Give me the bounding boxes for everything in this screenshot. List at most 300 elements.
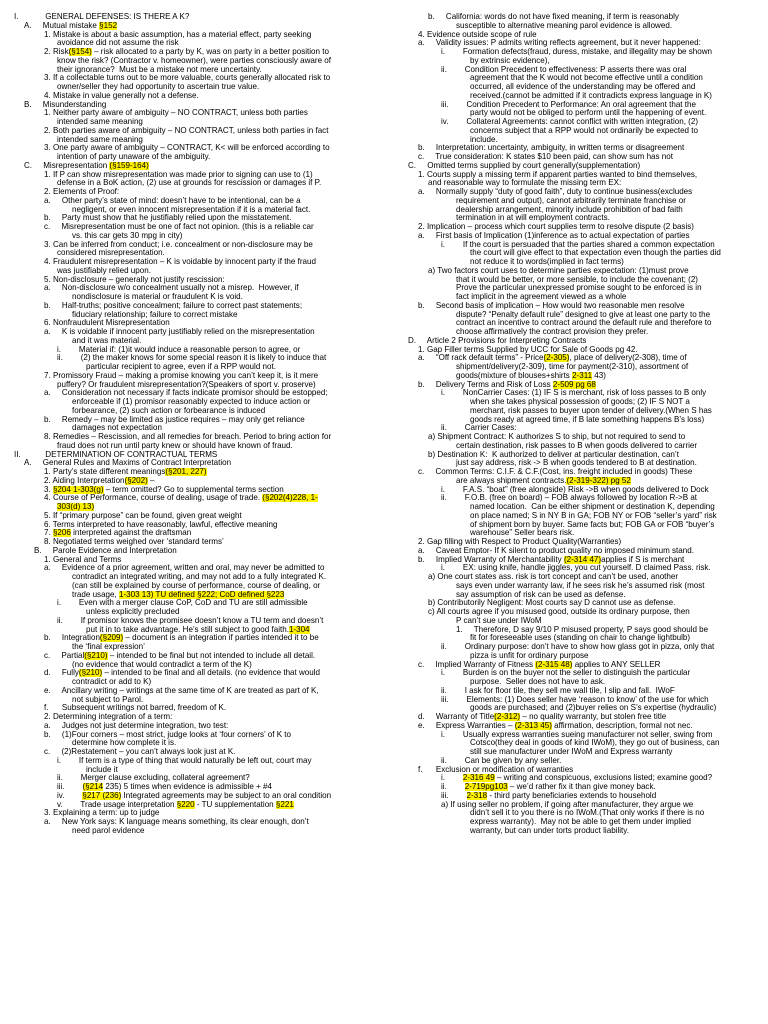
line-text: II. DETERMINATION OF CONTRACTUAL TERMS — [14, 450, 218, 459]
line-text: their ignorance? Must be a mistake not mere uncertainty. — [57, 65, 262, 74]
text-line — [14, 739, 387, 748]
line-text: d. Fully — [44, 669, 79, 678]
line-text: v. Trade usage interpretation — [57, 800, 177, 809]
text-line — [398, 827, 758, 836]
text-line — [14, 232, 387, 241]
text-line — [398, 372, 758, 381]
text-line — [14, 748, 387, 757]
text-line — [14, 293, 387, 302]
text-line — [14, 503, 387, 512]
line-text: 5. If “primary purpose” can be found, given great weight — [44, 511, 242, 520]
highlighted-citation: 2-311 — [572, 371, 593, 380]
text-line — [14, 468, 387, 477]
line-text: Prove the particular unexpressed promise sought to be enforced is in — [456, 284, 702, 293]
line-text: D. Article 2 Provisions for Interpreting Contracts — [408, 336, 587, 345]
line-text: susceptible to alternative meaning parol evidence is allowed. — [456, 21, 673, 30]
line-text: C. Misrepresentation — [24, 161, 110, 170]
line-text: 2. Determining integration of a term: — [44, 713, 173, 721]
text-line — [398, 118, 758, 127]
text-line — [14, 258, 387, 267]
text-line — [14, 144, 387, 153]
text-line — [398, 92, 758, 101]
text-line — [398, 818, 758, 827]
text-line — [14, 101, 387, 110]
line-text: certain destination, risk passes to B when goods delivered to carrier — [456, 441, 698, 450]
text-line — [14, 153, 387, 162]
line-text: 8. Remedies – Rescission, and all remedies for breach. Period to bring action for — [44, 433, 332, 441]
line-text: shipment/delivery(2-309), time for payment(2-310), assortment of — [456, 363, 689, 371]
highlighted-citation: (2-319-322) pg 52 — [566, 476, 631, 485]
text-line — [398, 328, 758, 337]
text-line — [398, 617, 758, 626]
highlighted-citation: 2-509 pg 68 — [552, 380, 596, 389]
text-line — [398, 459, 758, 468]
line-text: I. GENERAL DEFENSES: IS THERE A K? — [14, 13, 190, 21]
text-line — [398, 774, 758, 783]
text-line — [14, 494, 387, 503]
line-text: a) If using seller no problem, if going after manufacturer, they argue we — [441, 800, 694, 809]
text-line — [398, 232, 758, 241]
text-line — [14, 389, 387, 398]
line-text: 8. Negotiated terms weighed over ‘standard terms’ — [44, 538, 224, 546]
line-text: 1. Neither party aware of ambiguity – NO CONTRACT, unless both parties — [44, 109, 308, 118]
line-text: 4. Fraudulent misrepresentation – K is voidable by innocent party if the fraud — [44, 258, 316, 266]
line-text: , place of delivery(2-308), time of — [569, 354, 687, 363]
line-text: A. General Rules and Maxims of Contract Interpretation — [24, 459, 232, 468]
text-line — [398, 521, 758, 530]
line-text: avoidance did not assume the risk — [57, 39, 179, 48]
line-text: and reasonable way to formulate the missing term EX: — [428, 179, 622, 188]
highlighted-citation: (2-313 45) — [514, 721, 552, 730]
line-text: b) Contributorily Negligent: Most courts say D cannot use as defense. — [428, 599, 676, 608]
line-text: says even under warranty law, if he sees risk he’s assumed risk (most — [456, 581, 705, 590]
line-text: a. Consideration not necessary if facts indicate promisor should be estopped; — [44, 389, 328, 398]
line-text: 6. Terms interpreted to have reasonably, lawful, effective meaning — [44, 520, 278, 529]
text-line — [398, 31, 758, 40]
line-text: forbearance, (2) such action or forbearance is induced — [72, 406, 266, 415]
text-line — [398, 398, 758, 407]
text-line — [398, 214, 758, 223]
line-text: Integrated agreements may be subject to an oral condition — [121, 791, 332, 800]
text-line — [398, 783, 758, 792]
text-line — [14, 136, 387, 145]
text-line — [14, 57, 387, 66]
line-text: ii. I ask for floor tile, they sell me wall tile, I slip and fall. IWoF — [441, 686, 675, 695]
text-line — [398, 407, 758, 416]
line-text: negligent, or even innocent misrepresentation if it is a material fact. — [72, 205, 311, 214]
text-line — [398, 136, 758, 145]
line-text: intended same meaning — [57, 118, 143, 126]
highlighted-citation: (§154) — [68, 48, 92, 56]
line-text: – — [147, 476, 155, 485]
line-text: a. Judges not just determine integration, two test: — [44, 721, 229, 730]
line-text: intention of party unaware of the ambiguity. — [57, 153, 211, 161]
text-line — [14, 188, 387, 197]
line-text: intended same meaning — [57, 135, 143, 144]
text-line — [14, 214, 387, 223]
text-line — [398, 416, 758, 425]
text-line — [14, 547, 387, 556]
text-line — [14, 687, 387, 696]
line-text: i. If the court is persuaded that the parties shared a common expectation — [441, 240, 715, 249]
line-text: defense in a BoK action, (2) use at grounds for rescission or damages if P. — [57, 179, 322, 188]
text-line — [14, 564, 387, 573]
line-text: just say address, risk -> B when goods tendered to B at destination. — [456, 459, 697, 468]
highlighted-citation: §204 1-303(g) — [52, 485, 104, 494]
highlighted-citation: (§202(4)228, 1- — [262, 494, 318, 503]
text-line — [14, 442, 387, 451]
text-line — [398, 249, 758, 258]
highlighted-citation: 1-304 — [288, 625, 310, 634]
line-text: i. Usually express warranties sueing manufacturer not seller, swing from — [441, 730, 713, 739]
text-line — [14, 249, 387, 258]
line-text: put it in to take advantage. He’s still subject to good faith. — [86, 625, 289, 634]
line-text: b. Second basis of implication – How would two reasonable men resolve — [418, 301, 685, 310]
text-line — [398, 591, 758, 600]
line-text: fit for foreseeable uses (standing on chair to change lightbulb) — [470, 634, 691, 643]
line-text: b. Integration — [44, 634, 100, 643]
line-text: nondisclosure is material or fraudulent K is void. — [72, 293, 243, 301]
text-line — [14, 241, 387, 250]
text-line — [14, 669, 387, 678]
line-text: dispute? “Penalty default rule” designed to give at least one party to the — [456, 310, 711, 319]
line-text: i. EX: using knife, handle jiggles, you cut yourself. D claimed Pass. risk. — [441, 564, 711, 573]
line-text: - TU supplementation — [194, 800, 276, 809]
text-line — [14, 363, 387, 372]
text-line — [14, 652, 387, 661]
line-text: P can’t sue under IWoM — [456, 616, 542, 625]
line-text: iii. — [57, 783, 83, 791]
line-text: owner/seller they had opportunity to ascertain true value. — [57, 83, 260, 91]
line-text: that it would be better, or more sensible, to include the covenant; (2) — [456, 275, 698, 284]
line-text: choose affirmatively the contract provision they prefer. — [456, 328, 649, 336]
text-line — [14, 827, 387, 836]
text-line — [14, 22, 387, 31]
line-text: ii. (2) the maker knows for some special reason it is likely to induce that — [57, 354, 327, 363]
text-line — [14, 74, 387, 83]
line-text: d. Warranty of Title — [418, 713, 495, 721]
line-text: applies to ANY SELLER — [572, 660, 661, 669]
line-text: c. True consideration: K states $10 been paid, can show sum has not — [418, 153, 673, 161]
text-line — [398, 206, 758, 215]
text-line — [398, 451, 758, 460]
line-text: – we’d rather fix it than give money back. — [507, 783, 656, 791]
line-text: e. Ancillary writing – writings at the same time of K are treated as part of K, — [44, 686, 319, 695]
line-text: purpose. Seller does not have to ask. — [470, 678, 606, 686]
text-line — [398, 608, 758, 617]
line-text: i. Even with a merger clause CoP, CoD and TU are still admissible — [57, 599, 308, 608]
line-text: determine how complete it is. — [72, 739, 177, 748]
text-line — [398, 389, 758, 398]
text-line — [14, 573, 387, 582]
line-text: 2. Gap filling with Respect to Product Quality(Warranties) — [418, 538, 622, 546]
line-text: enforceable if (1) promisor reasonably expected to induce action or — [72, 398, 311, 406]
highlighted-citation: 2-316 49 — [462, 774, 495, 783]
text-line — [398, 801, 758, 810]
line-text: i. Formation defects(fraud, duress, mistake, and illegality may be shown — [441, 48, 713, 56]
line-text: applies if S is merchant — [601, 555, 685, 564]
text-line — [398, 556, 758, 565]
line-text: 1. Courts supply a missing term if apparent parties wanted to bind themselves, — [418, 170, 698, 179]
line-text: ii. Can be given by any seller. — [441, 756, 562, 765]
text-line — [14, 459, 387, 468]
line-text: b. Interpretation: uncertainty, ambiguity, in written terms or disagreement — [418, 144, 685, 153]
line-text: i. — [441, 774, 463, 783]
text-line — [14, 818, 387, 827]
line-text: occurred, all evidence of the understanding may be offered and — [470, 83, 696, 91]
text-line — [398, 512, 758, 521]
text-line — [14, 433, 387, 442]
text-line — [14, 661, 387, 670]
text-line — [14, 197, 387, 206]
line-text: received.(cannot be admitted if it contradicts express language in K) — [470, 91, 712, 100]
text-line — [14, 267, 387, 276]
line-text: a) Two factors court uses to determine parties expectation: (1)must prove — [428, 266, 689, 275]
text-line — [14, 127, 387, 136]
text-line — [398, 188, 758, 197]
text-line — [398, 634, 758, 643]
line-text: are always shipment contracts. — [456, 476, 567, 485]
highlighted-citation: (§201, 227) — [165, 468, 207, 476]
text-line — [14, 83, 387, 92]
text-line — [398, 792, 758, 801]
highlighted-citation: §221 — [275, 800, 294, 809]
text-line — [14, 179, 387, 188]
text-line — [398, 83, 758, 92]
line-text: 4. — [44, 494, 53, 503]
highlighted-citation: (§214 — [82, 783, 104, 791]
text-line — [398, 582, 758, 591]
text-line — [398, 179, 758, 188]
text-line — [398, 722, 758, 731]
text-line — [398, 57, 758, 66]
text-line — [398, 197, 758, 206]
text-line — [14, 678, 387, 687]
line-text: – term omitted? Go to supplemental terms section — [103, 485, 284, 494]
highlighted-citation: (2-314 47) — [563, 555, 602, 564]
text-line — [398, 171, 758, 180]
line-text: fraud does not run until party knew or should have known of fraud. — [57, 441, 293, 450]
text-line — [398, 13, 758, 22]
text-line — [14, 13, 387, 22]
line-text: ii. F.O.B. (free on board) – FOB always followed by location R->B at — [441, 494, 698, 503]
text-line — [14, 48, 387, 57]
text-line — [398, 424, 758, 433]
text-line — [14, 66, 387, 75]
text-line — [14, 319, 387, 328]
line-text: agreement that the K would not become effective until a condition — [470, 74, 703, 83]
line-text: not subject to Parol. — [72, 695, 144, 704]
line-text: the ‘final expression’ — [72, 643, 145, 651]
line-text: 6. Nonfraudulent Misrepresentation — [44, 319, 170, 328]
line-text: and it was material. — [72, 336, 142, 345]
line-text: a. Evidence of a prior agreement, written and oral, may never be admitted to — [44, 564, 325, 573]
line-text: A. Mutual mistake — [24, 21, 100, 30]
line-text: a. “Off rack default terms” - Price — [418, 354, 544, 363]
line-text: goods are purchased; and (2)buyer relies on S’s expertise (hydraulic) — [470, 704, 717, 713]
line-text: f. Exclusion or modification of warranties — [418, 765, 574, 774]
text-line — [398, 293, 758, 302]
text-line — [398, 302, 758, 311]
line-text: c. (2)Restatement – you can’t always look just at K. — [44, 748, 236, 756]
text-line — [398, 258, 758, 267]
line-text: – intended to be final but not intended to include all detail. — [107, 651, 316, 660]
line-text: f. Subsequent writings not barred, freedom of K. — [44, 704, 227, 713]
text-line — [14, 223, 387, 232]
line-text: merchant, risk passes to buyer upon tender of delivery.(When S has — [470, 406, 712, 415]
line-text: b. Half-truths; positive concealment; failure to correct past statements; — [44, 301, 303, 310]
line-text: c. Implied Warranty of Fitness — [418, 660, 536, 669]
line-text: trade usage, — [72, 590, 119, 599]
text-line — [14, 424, 387, 433]
highlighted-citation: (§202) — [124, 476, 148, 485]
text-line — [14, 416, 387, 425]
line-text: termination in at will employment contracts. — [456, 214, 610, 223]
line-text: 1. Therefore, D say 9/10 P misused property, P says good should be — [456, 625, 709, 634]
highlighted-citation: (§210) — [84, 651, 108, 660]
line-text: 4. Evidence outside scope of rule — [418, 30, 537, 39]
highlighted-citation: §206 — [52, 529, 71, 538]
text-line — [398, 731, 758, 740]
text-line — [398, 713, 758, 722]
text-line — [14, 451, 387, 460]
highlighted-citation: (§210) — [78, 669, 103, 678]
text-line — [398, 22, 758, 31]
line-text: i. F.A.S. “boat” (free alongside) Risk ->B when goods delivered to Dock — [441, 485, 709, 494]
text-line — [398, 101, 758, 110]
line-text: 2. Implication – process which court supplies term to resolve dispute (2 basis) — [418, 223, 694, 231]
line-text: c) All courts agree if you misused good, outside its ordinary purpose, then — [428, 608, 690, 616]
text-line — [398, 661, 758, 670]
highlighted-citation: 2-318 — [466, 791, 488, 800]
line-text: iii. Condition Precedent to Performance: An oral agreement that the — [441, 100, 696, 109]
line-text: party would not be obliged to perform until the happening of event. — [470, 109, 707, 118]
line-text: b) Destination K: K authorized to deliver at particular destination, can’t — [428, 450, 679, 459]
highlighted-citation: (§209) — [99, 634, 124, 643]
line-text: ii. Ordinary purpose: don’t have to show how glass got in pizza, only that — [441, 643, 715, 651]
highlighted-citation: §217 (236) — [82, 791, 122, 800]
highlighted-citation: (2-305) — [543, 354, 570, 363]
line-text: contradict or add to K) — [72, 678, 152, 686]
line-text: 3. — [44, 485, 53, 494]
line-text: – intended to be final and all details. (no evidence that would — [102, 669, 321, 678]
highlighted-citation: 2-719pg103 — [464, 783, 508, 791]
line-text: dealership arrangement, minority include prohibition of bad faith — [456, 205, 683, 214]
line-text: a) One court states ass. risk is tort concept and can’t be used, another — [428, 573, 679, 581]
text-line — [398, 144, 758, 153]
line-text: b. Party must show that he justifiably relied upon the misstatement. — [44, 214, 292, 223]
text-line — [14, 372, 387, 381]
text-line — [398, 643, 758, 652]
line-text: 2. Both parties aware of ambiguity – NO CONTRACT, unless both parties in fact — [44, 126, 329, 135]
text-line — [398, 669, 758, 678]
line-text: 235) 5 times when evidence is admissible + #4 — [103, 783, 272, 791]
line-text: a. Normally supply “duty of good faith”, duty to continue business(excludes — [418, 188, 693, 196]
text-line — [14, 512, 387, 521]
line-text: considered misrepresentation. — [57, 249, 165, 258]
line-text: (can still be explained by course of performance, course of dealing, or — [72, 581, 321, 590]
line-text: of shipment born by buyer. Same facts but; FOB GA or FOB “buyer’s — [470, 520, 715, 529]
line-text: i. NonCarrier Cases: (1) IF S is merchant, risk of loss passes to B only — [441, 389, 707, 398]
line-text: a) Shipment Contract: K authorizes S to ship, but not required to send to — [428, 433, 686, 441]
text-line — [14, 284, 387, 293]
text-line — [14, 722, 387, 731]
text-line — [398, 127, 758, 136]
text-line — [398, 74, 758, 83]
text-line — [14, 556, 387, 565]
line-text: goods(mixture of blouses+shirts — [456, 371, 573, 380]
text-line — [398, 319, 758, 328]
line-text: particular recipient to agree, even if a RPP would not. — [86, 363, 276, 371]
text-line — [14, 582, 387, 591]
text-line — [398, 337, 758, 346]
text-line — [14, 757, 387, 766]
text-line — [398, 39, 758, 48]
text-line — [398, 267, 758, 276]
text-line — [14, 171, 387, 180]
text-line — [398, 48, 758, 57]
text-line — [14, 634, 387, 643]
line-text: on place named; S in NY B in GA; FOB NY or FOB “seller’s yard” risk — [470, 511, 717, 520]
line-text: contradict an integrated writing, and may not add to a fully integrated K. — [72, 573, 327, 581]
text-line — [14, 809, 387, 818]
line-text: a. First basis of Implication (1)inference as to actual expectation of parties — [418, 231, 690, 240]
line-text: b. Implied Warranty of Merchantability — [418, 555, 564, 564]
highlighted-citation: 303(d) 13) — [57, 503, 95, 511]
line-text: iii. Elements: (1) Does seller have ‘reason to know’ of the use for which — [441, 695, 709, 704]
line-text: need parol evidence — [72, 826, 145, 835]
line-text: unless explicitly precluded — [86, 608, 180, 616]
line-text: 2. Elements of Proof: — [44, 188, 120, 196]
line-text: i. Burden is on the buyer not the seller to distinguish the particular — [441, 669, 691, 678]
line-text: B. Misunderstanding — [24, 100, 107, 109]
line-text: when she takes physical possession of goods; (2) IF S NOT a — [470, 398, 690, 406]
text-line — [14, 591, 387, 600]
line-text: ii. Merger clause excluding, collateral agreement? — [57, 774, 250, 783]
text-line — [14, 206, 387, 215]
line-text: iv. Collateral Agreements: cannot conflict with written integration, (2) — [441, 118, 699, 126]
line-text: include. — [470, 135, 498, 144]
line-text: – writing and conspicuous, exclusions listed; examine good? — [494, 774, 713, 783]
line-text: i. If term is a type of thing that would naturally be left out, court may — [57, 756, 312, 765]
line-text: 43) — [592, 371, 606, 380]
right-column — [398, 13, 758, 836]
text-line — [14, 643, 387, 652]
line-text: fact implicit in the agreement viewed as a whole — [456, 293, 627, 301]
text-line — [398, 442, 758, 451]
line-text: c. Misrepresentation must be one of fact not opinion. (this is a reliable car — [44, 223, 314, 231]
line-text: a. Other party’s state of mind: doesn’t have to be intentional, can be a — [44, 196, 301, 205]
text-line — [14, 346, 387, 355]
text-line — [398, 468, 758, 477]
text-line — [398, 486, 758, 495]
line-text: ii. Carrier Cases: — [441, 424, 517, 433]
text-line — [398, 494, 758, 503]
text-line — [398, 477, 758, 486]
text-line — [14, 276, 387, 285]
line-text: the court will give effect to that expectation even though the parties did — [470, 249, 721, 258]
text-line — [398, 547, 758, 556]
text-line — [14, 766, 387, 775]
text-line — [14, 529, 387, 538]
line-text: a. Caveat Emptor- If K silent to product quality no imposed minimum stand. — [418, 546, 694, 555]
text-line — [14, 599, 387, 608]
text-line — [14, 486, 387, 495]
line-text: Cotsco(they deal in goods of kind IWoM), they go out of business, can — [470, 739, 720, 748]
text-line — [398, 311, 758, 320]
text-line — [14, 302, 387, 311]
text-line — [398, 346, 758, 355]
